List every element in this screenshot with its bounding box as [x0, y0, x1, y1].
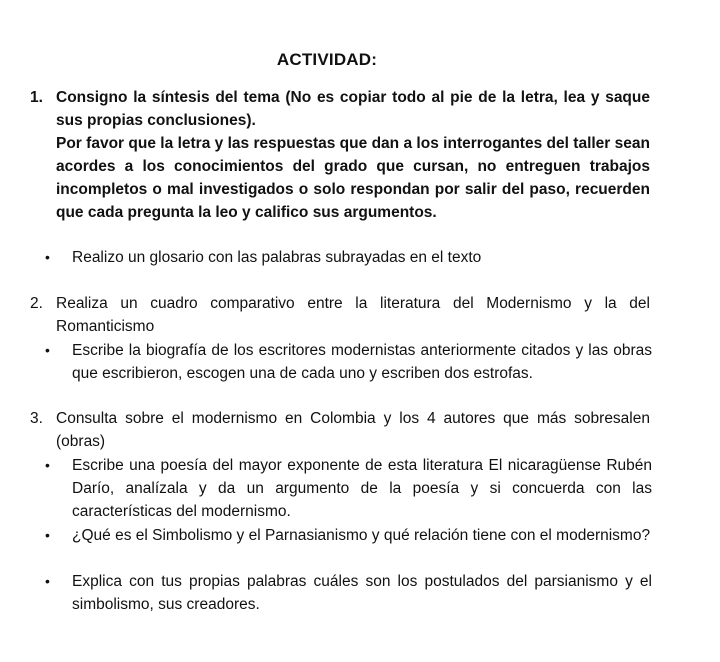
item-3-bullet-3	[40, 570, 652, 616]
bullet-dot: •	[45, 527, 50, 543]
item-2-text: Realiza un cuadro comparativo entre la literatura del Modernismo y la del Romanticismo	[56, 295, 650, 335]
item-3-bullet-1	[40, 454, 652, 523]
glossary-bullet	[40, 246, 652, 269]
bullet-dot: •	[45, 249, 50, 265]
glossary-text: Realizo un glosario con las palabras subrayadas en el texto	[72, 249, 482, 266]
bullet-dot: •	[45, 342, 50, 358]
item-1-number: 1.	[30, 89, 43, 106]
item-1-instruction: Consigno la síntesis del tema (No es copiar todo al pie de la letra, lea y saque sus propias conclusiones).	[56, 89, 650, 129]
bullet-dot: •	[45, 457, 50, 473]
item-3-bullet-2	[40, 524, 652, 547]
poetry-text: Escribe una poesía del mayor exponente de esta literatura El nicaragüense Rubén Darío, analízala y da un argumento de la poesía y si concuerda con las características del modernismo.	[72, 457, 652, 520]
item-3-number: 3.	[30, 410, 43, 427]
item-1	[24, 86, 650, 224]
item-3	[24, 407, 650, 453]
bullet-dot: •	[45, 573, 50, 589]
item-1-note: Por favor que la letra y las respuestas que dan a los interrogantes del taller sean acordes a los conocimientos del grado que cursan, no entreguen trabajos incompletos o mal investigados o solo respondan por salir del paso, recuerden que cada pregunta la leo y califico sus argumentos.	[56, 135, 650, 221]
item-3-text: Consulta sobre el modernismo en Colombia y los 4 autores que más sobresalen (obras)	[56, 410, 650, 450]
item-2-number: 2.	[30, 295, 43, 312]
postulates-text: Explica con tus propias palabras cuáles son los postulados del parsianismo y el simbolismo, sus creadores.	[72, 573, 652, 613]
item-2	[24, 292, 650, 338]
symbolism-question: ¿Qué es el Simbolismo y el Parnasianismo y qué relación tiene con el modernismo?	[72, 527, 651, 544]
activity-title: ACTIVIDAD:	[276, 50, 378, 69]
biography-text: Escribe la biografía de los escritores modernistas anteriormente citados y las obras que escribieron, escogen una de cada uno y escriben dos estrofas.	[72, 342, 652, 382]
item-2-bullet-1	[40, 339, 652, 385]
